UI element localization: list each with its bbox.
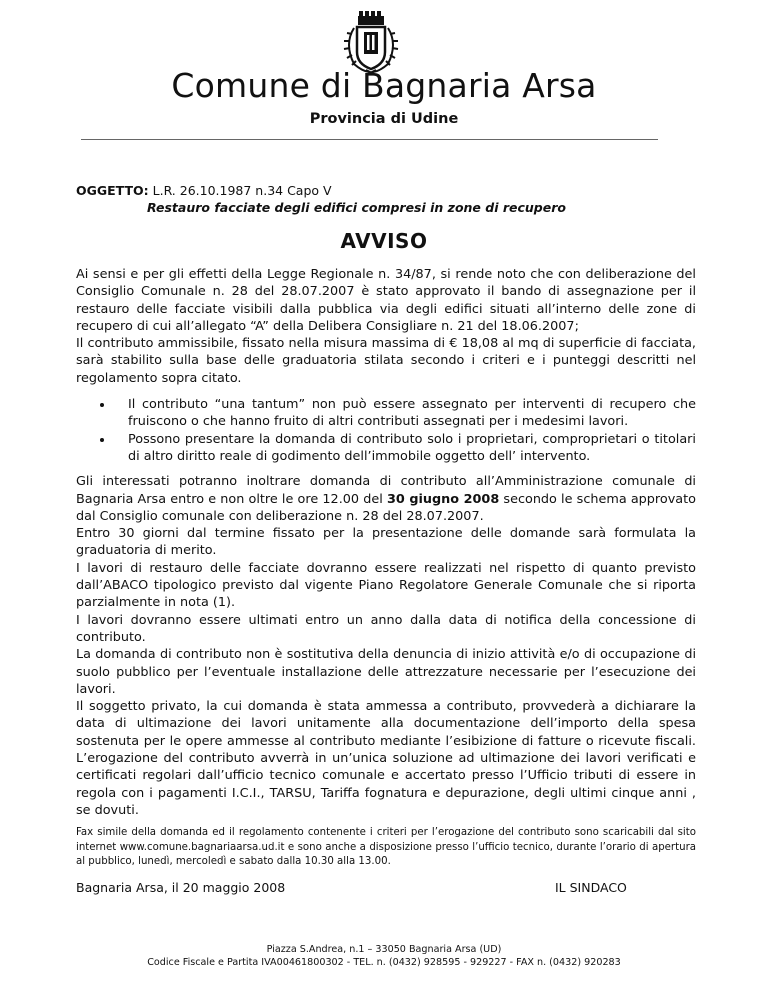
application-paragraph: La domanda di contributo non è sostitutiva della denuncia di inizio attività e/o di occupazione di suolo pubblico per l’eventuale installazione delle attrezzature necessarie per l’esecuzione dei lavori. [76, 647, 696, 697]
fax-note: Fax simile della domanda ed il regolamento contenente i criteri per l’erogazione del contributo sono scaricabili dal sito internet www.comune.bagnariaarsa.ud.it e sono anche a disposizione presso l’ufficio tecnico, durante l’orario di apertura al pubblico, lunedì, mercoledì e sabato dalla 10.30 alla 13.00. [76, 827, 696, 867]
province-subtitle: Provincia di Udine [309, 111, 459, 127]
contribution-paragraph: Il contributo ammissibile, fissato nella misura massima di € 18,08 al mq di superficie di facciata, sarà stabilito sulla base delle graduatoria stilata secondo i criteri e i punteggi descritti nel regolamento sopra citato. [76, 336, 696, 386]
municipality-title: Comune di Bagnaria Arsa [171, 66, 597, 105]
ranking-paragraph: Entro 30 giorni dal termine fissato per la presentazione delle domande sarà formulata la graduatoria di merito. [76, 526, 696, 559]
completion-paragraph: I lavori dovranno essere ultimati entro un anno dalla data di notifica della concessione di contributo. [76, 612, 696, 645]
deadline-text-end: secondo le schema approvato dal Consiglio comunale con deliberazione n. 28 del 28.07.2007. [76, 491, 696, 524]
deadline-paragraph [76, 473, 696, 525]
deadline-text: Gli interessati potranno inoltrare domanda di contributo all’Amministrazione comunale di Bagnaria Arsa entro e non oltre le ore 12.00 del [76, 474, 696, 507]
works-paragraph: I lavori di restauro delle facciate dovranno essere realizzati nel rispetto di quanto previsto dall’ABACO tipologico previsto dal vigente Piano Regolatore Generale Comunale che si riporta parzialmente in nota (1). [76, 560, 696, 611]
place-date: Bagnaria Arsa, il 20 maggio 2008 [76, 880, 286, 895]
subject-label: OGGETTO: [76, 183, 149, 198]
notice-title: AVVISO [340, 229, 428, 253]
subject-reference: L.R. 26.10.1987 n.34 Capo V [148, 183, 332, 198]
header-divider [81, 139, 658, 140]
list-item: • Possono presentare la domanda di contributo solo i proprietari, comproprietari o titolari di altro diritto reale di godimento dell’immobile oggetto dell’ intervento. [114, 431, 696, 466]
footer [0, 944, 768, 969]
footer-address: Piazza S.Andrea, n.1 – 33050 Bagnaria Arsa (UD) [266, 944, 502, 955]
private-subject-paragraph: Il soggetto privato, la cui domanda è stata ammessa a contributo, provvederà a dichiarare la data di ultimazione dei lavori unitamente alla documentazione dell’importo della spesa sostenuta per le opere ammesse al contributo mediante l’esibizione di fatture o ricevute fiscali. L’erogazione del contributo avverrà in un’unica soluzione ad ultimazione dei lavori verificati e certificati regolari dall’ufficio tecnico comunale e accertato presso l’Ufficio tributi di essere in regola con i pagamenti I.C.I., TARSU, Tariffa fognatura e depurazione, degli ultimi cinque anni , se dovuti. [76, 699, 696, 818]
mayor-signature: IL SINDACO [555, 880, 627, 895]
subject-block [76, 182, 566, 215]
notice-body [76, 266, 696, 819]
subject-description: Restauro facciate degli edifici compresi in zone di recupero [147, 200, 566, 215]
intro-paragraph: Ai sensi e per gli effetti della Legge Regionale n. 34/87, si rende noto che con deliberazione del Consiglio Comunale n. 28 del 28.07.2007 è stato approvato il bando di assegnazione per il restauro delle facciate visibili dalla pubblica via degli edifici situati all’interno delle zone di recupero di cui all’allegato “A” della Delibera Consigliare n. 21 del 18.06.2007; [76, 267, 696, 334]
list-item: • Il contributo “una tantum” non può essere assegnato per interventi di recupero che fruiscono o che hanno fruito di altri contributi assegnati per i medesimi lavori. [114, 396, 696, 431]
footer-contacts: Codice Fiscale e Partita IVA00461800302 - TEL. n. (0432) 928595 - 929227 - FAX n. (0432) 920283 [147, 956, 621, 968]
conditions-list [76, 396, 696, 465]
deadline-date: 30 giugno 2008 [386, 491, 500, 507]
